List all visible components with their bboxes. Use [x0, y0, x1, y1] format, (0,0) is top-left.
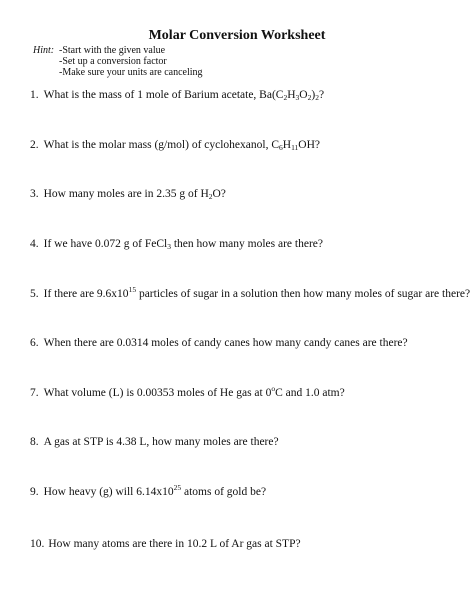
question-text: [44, 89, 324, 101]
question-1: [30, 88, 324, 102]
subscript: 6: [279, 143, 283, 152]
question-number: 3.: [30, 188, 39, 200]
text-segment: O: [299, 89, 308, 101]
text-segment: ): [311, 89, 316, 101]
hint-label: Hint:: [33, 45, 55, 56]
hint-line: -Set up a conversion factor: [59, 56, 167, 67]
text-segment: H: [287, 89, 296, 101]
question-number: 8.: [30, 436, 39, 448]
text-segment: If we have 0.072 g of FeCl: [43, 238, 168, 250]
subscript: 2: [307, 93, 312, 102]
question-8: [30, 435, 279, 449]
question-7: [30, 386, 345, 400]
question-number: 6.: [30, 337, 39, 349]
text-segment: OH?: [298, 139, 321, 151]
question-text: [43, 483, 267, 498]
question-number: 9.: [30, 486, 39, 498]
question-2: [30, 138, 320, 152]
question-text: [44, 238, 323, 250]
text-segment: How heavy (g) will 6.14x10: [43, 486, 174, 498]
text-segment: atoms of gold be?: [181, 486, 267, 498]
text-segment: When there are 0.0314 moles of candy canes how many candy canes are there?: [43, 337, 408, 349]
question-3: [30, 187, 226, 201]
subscript: 2: [283, 93, 288, 102]
question-text: [44, 139, 320, 151]
hint-line: -Make sure your units are canceling: [59, 67, 203, 78]
question-number: 7.: [30, 387, 39, 399]
text-segment: C and 1.0 atm?: [275, 387, 345, 399]
subscript: 3: [167, 242, 171, 251]
question-10: [30, 537, 301, 551]
worksheet-title: Molar Conversion Worksheet: [148, 28, 326, 43]
question-9: [30, 485, 266, 499]
text-segment: How many atoms are there in 10.2 L of Ar gas at STP?: [48, 538, 301, 550]
subscript: 11: [291, 143, 299, 152]
hint-line: -Start with the given value: [59, 45, 166, 56]
question-number: 10.: [30, 538, 45, 550]
question-text: [48, 538, 300, 550]
question-4: [30, 237, 323, 251]
superscript: 15: [128, 285, 137, 294]
superscript: o: [271, 384, 276, 393]
text-segment: What is the mass of 1 mole of Barium acetate, Ba(C: [43, 89, 284, 101]
question-number: 4.: [30, 238, 39, 250]
question-number: 5.: [30, 288, 39, 300]
subscript: 3: [295, 93, 300, 102]
text-segment: then how many moles are there?: [170, 238, 323, 250]
question-text: [43, 384, 345, 399]
question-6: [30, 336, 408, 350]
subscript: 2: [208, 192, 213, 201]
question-text: [44, 436, 279, 448]
text-segment: What is the molar mass (g/mol) of cyclohexanol, C: [43, 139, 279, 151]
superscript: 25: [173, 483, 182, 492]
question-text: [44, 188, 226, 200]
question-number: 2.: [30, 139, 39, 151]
question-text: [44, 337, 408, 349]
question-text: [43, 285, 471, 300]
text-segment: If there are 9.6x10: [43, 288, 129, 300]
question-number: 1.: [30, 89, 39, 101]
text-segment: How many moles are in 2.35 g of H: [43, 188, 209, 200]
text-segment: What volume (L) is 0.00353 moles of He gas at 0: [43, 387, 272, 399]
text-segment: ?: [318, 89, 325, 101]
question-5: [30, 287, 470, 301]
text-segment: O?: [212, 188, 226, 200]
text-segment: particles of sugar in a solution then how many moles of sugar are there?: [136, 288, 471, 300]
text-segment: H: [282, 139, 292, 151]
text-segment: A gas at STP is 4.38 L, how many moles are there?: [43, 436, 279, 448]
subscript: 2: [315, 93, 319, 102]
